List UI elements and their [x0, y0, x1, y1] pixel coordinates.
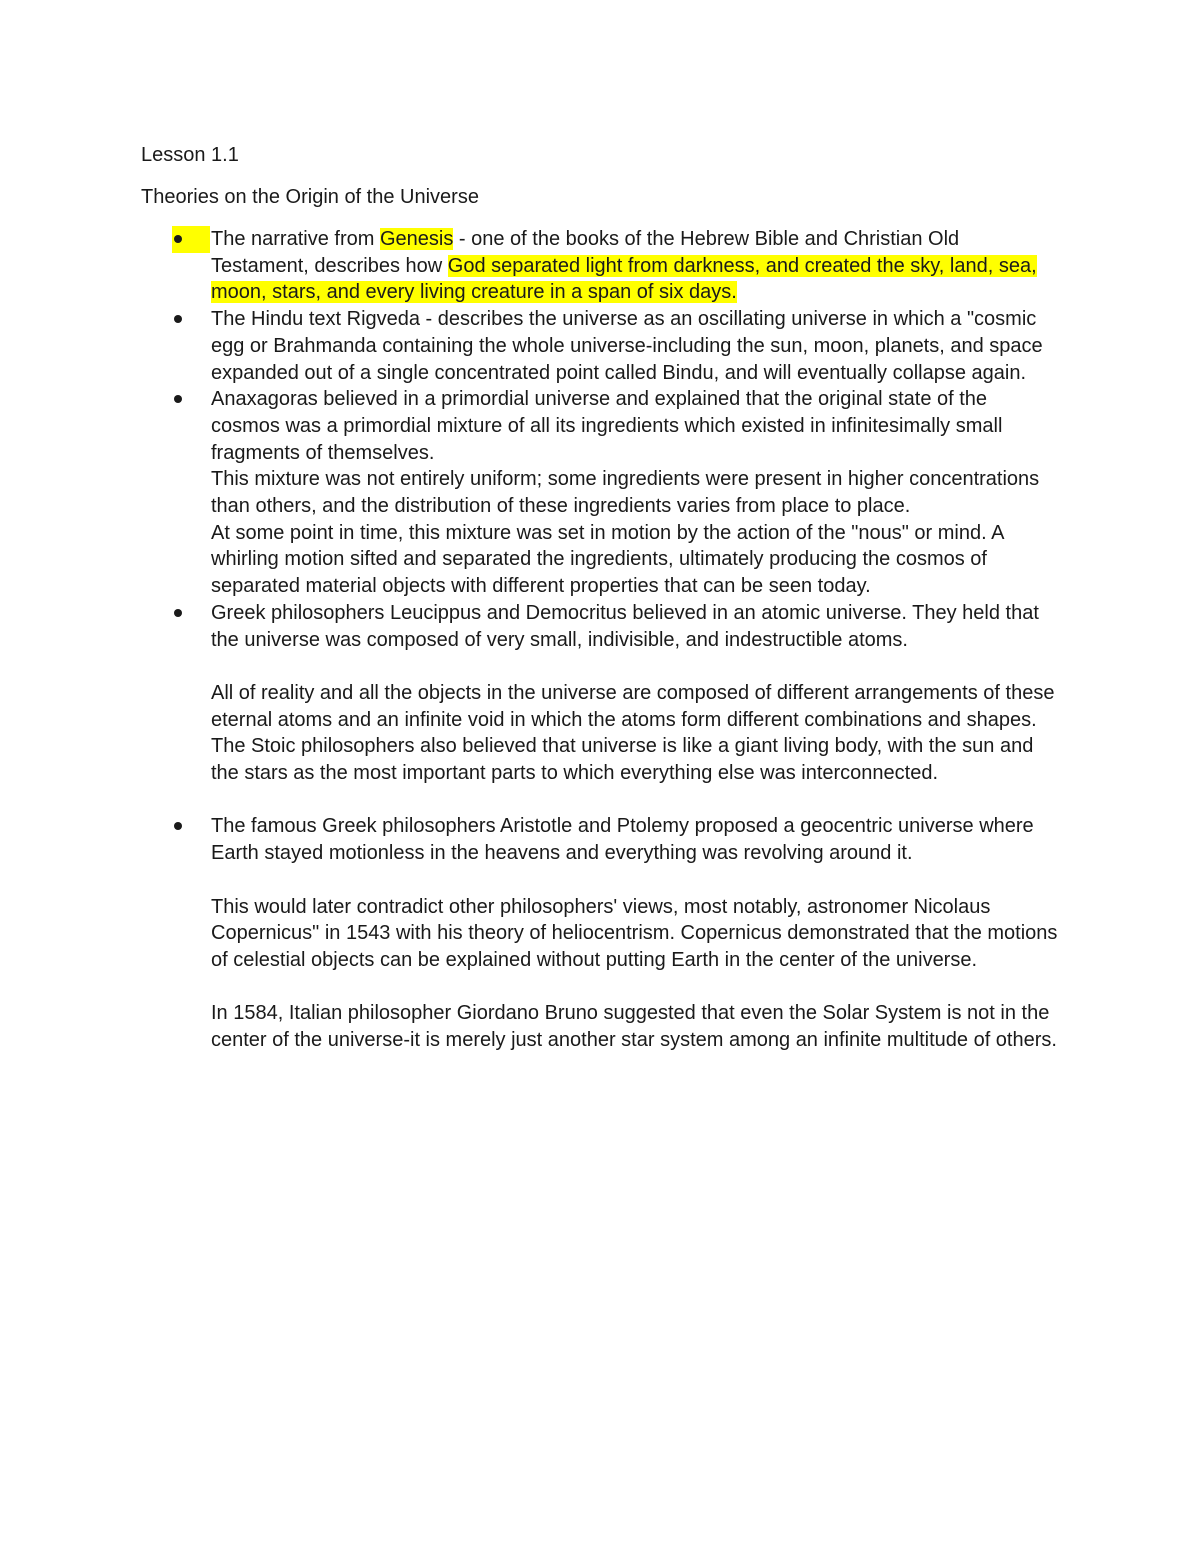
list-item-rigveda: [0, 306, 1061, 386]
bullet-icon: [172, 600, 186, 627]
genesis-description-text: - one of the books of the Hebrew Bible and Christian Old Testament, describes how: [211, 228, 960, 277]
theory-list: [0, 226, 1200, 1054]
geocentric-paragraph-1: The famous Greek philosophers Aristotle and Ptolemy proposed a geocentric universe where Earth stayed motionless in the heavens and everything was revolving around it.: [211, 815, 1034, 865]
document-heading: Theories on the Origin of the Universe: [141, 186, 479, 208]
genesis-paragraph: [211, 226, 1061, 306]
paragraph-spacer: [211, 867, 1061, 894]
geocentric-paragraph-3: In 1584, Italian philosopher Giordano Bruno suggested that even the Solar System is not in the center of the universe-it is merely just another star system among an infinite multitude of others.: [211, 1002, 1057, 1052]
genesis-intro-text: The narrative from: [211, 228, 380, 250]
bullet-icon: [172, 813, 186, 840]
paragraph-spacer: [211, 787, 1061, 814]
list-item-anaxagoras: [0, 386, 1061, 600]
paragraph-spacer: [211, 974, 1061, 1001]
list-item-genesis: [0, 226, 1061, 306]
bullet-icon: [172, 306, 186, 333]
geocentric-paragraph-2: This would later contradict other philosophers' views, most notably, astronomer Nicolaus Copernicus" in 1543 with his theory of heliocentrism. Copernicus demonstrated that the motions of celestial objects can be explained without putting Earth in the center of the universe.: [211, 895, 1058, 971]
paragraph-spacer: [211, 653, 1061, 680]
creation-highlight: God separated light from darkness, and created the sky, land, sea, moon, stars, and every living creature in a span of six days.: [211, 254, 1037, 304]
anaxagoras-paragraph-1: Anaxagoras believed in a primordial universe and explained that the original state of the cosmos was a primordial mixture of all its ingredients which existed in infinitesimally small fragments of themselves.: [211, 388, 1003, 464]
anaxagoras-paragraph-3: At some point in time, this mixture was set in motion by the action of the "nous" or mind. A whirling motion sifted and separated the ingredients, ultimately producing the cosmos of separated material objects with different properties that can be seen today.: [211, 521, 1004, 598]
anaxagoras-paragraph-2: This mixture was not entirely uniform; some ingredients were present in higher concentrations than others, and the distribution of these ingredients varies from place to place.: [211, 468, 1040, 518]
bullet-icon: [172, 386, 186, 413]
rigveda-paragraph: The Hindu text Rigveda - describes the universe as an oscillating universe in which a "cosmic egg or Brahmanda containing the whole universe-including the sun, moon, planets, and space expanded out of a single concentrated point called Bindu, and will eventually collapse again.: [211, 308, 1043, 384]
lesson-title: Lesson 1.1: [141, 144, 239, 166]
list-item-atomic: [0, 600, 1061, 814]
list-item-geocentric: [0, 813, 1061, 1053]
atomic-paragraph-2: All of reality and all the objects in the universe are composed of different arrangements of these eternal atoms and an infinite void in which the atoms form different combinations and shapes. The Stoic philosophers also believed that universe is like a giant living body, with the sun and the stars as the most important parts to which everything else was interconnected.: [211, 681, 1055, 785]
bullet-icon: [172, 226, 210, 253]
atomic-paragraph-1: Greek philosophers Leucippus and Democritus believed in an atomic universe. They held that the universe was composed of very small, indivisible, and indestructible atoms.: [211, 601, 1039, 651]
genesis-highlight: Genesis: [379, 228, 454, 250]
